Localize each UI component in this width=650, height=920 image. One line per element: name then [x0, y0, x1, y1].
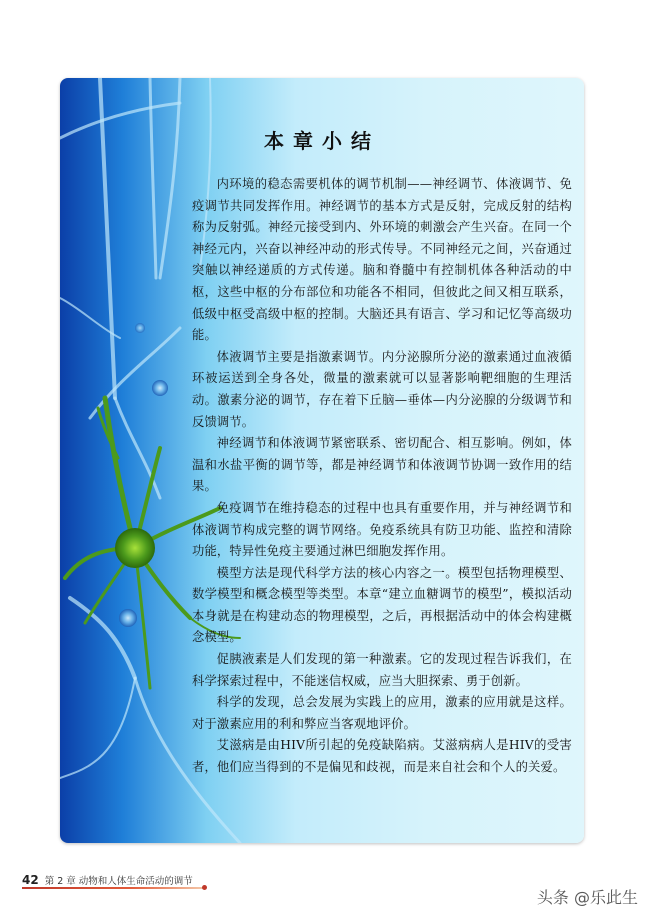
summary-paragraph: 内环境的稳态需要机体的调节机制——神经调节、体液调节、免疫调节共同发挥作用。神经调节的基本方式是反射，完成反射的结构称为反射弧。神经元接受到内、外环境的刺激会产生兴奋。在同一个神经元内，兴奋以神经冲动的形式传导。不同神经元之间，兴奋通过突触以神经递质的方式传递。脑和脊髓中有控制机体各种活动的中枢，这些中枢的分布部位和功能各不相同，但彼此之间又相互联系，低级中枢受高级中枢的控制。大脑还具有语言、学习和记忆等高级功能。 — [192, 177, 572, 343]
summary-paragraph: 体液调节主要是指激素调节。内分泌腺所分泌的激素通过血液循环被运送到全身各处，微量的激素就可以显著影响靶细胞的生理活动。激素分泌的调节，存在着下丘脑—垂体—内分泌腺的分级调节和反馈调节。 — [192, 349, 572, 429]
summary-paragraph: 模型方法是现代科学方法的核心内容之一。模型包括物理模型、数学模型和概念模型等类型。本章“建立血糖调节的模型”，模拟活动本身就是在构建动态的物理模型，之后，再根据活动中的体会构建概念模型。 — [192, 565, 572, 645]
summary-paragraph: 免疫调节在维持稳态的过程中也具有重要作用，并与神经调节和体液调节构成完整的调节网络。免疫系统具有防卫功能、监控和清除功能，特异性免疫主要通过淋巴细胞发挥作用。 — [192, 500, 572, 559]
page-footer — [22, 873, 193, 887]
summary-paragraph: 科学的发现，总会发展为实践上的应用，激素的应用就是这样。对于激素应用的利和弊应当客观地评价。 — [192, 695, 572, 731]
summary-title: 本章小结 — [264, 129, 380, 153]
footer-divider — [22, 887, 204, 889]
summary-body — [192, 174, 572, 779]
summary-paragraph: 促胰液素是人们发现的第一种激素。它的发现过程告诉我们，在科学探索过程中，不能迷信权威，应当大胆探索、勇于创新。 — [192, 652, 572, 688]
watermark: 头条 @乐此生 — [536, 888, 638, 907]
summary-paragraph: 艾滋病是由HIV所引起的免疫缺陷病。艾滋病病人是HIV的受害者，他们应当得到的不是偏见和歧视，而是来自社会和个人的关爱。 — [192, 738, 572, 775]
summary-paragraph: 神经调节和体液调节紧密联系、密切配合、相互影响。例如，体温和水盐平衡的调节等，都是神经调节和体液调节协调一致作用的结果。 — [192, 436, 572, 494]
summary-panel — [60, 78, 584, 843]
footer-dot — [202, 885, 207, 890]
chapter-title: 第 2 章 动物和人体生命活动的调节 — [44, 876, 193, 887]
page-number: 42 — [22, 873, 39, 887]
